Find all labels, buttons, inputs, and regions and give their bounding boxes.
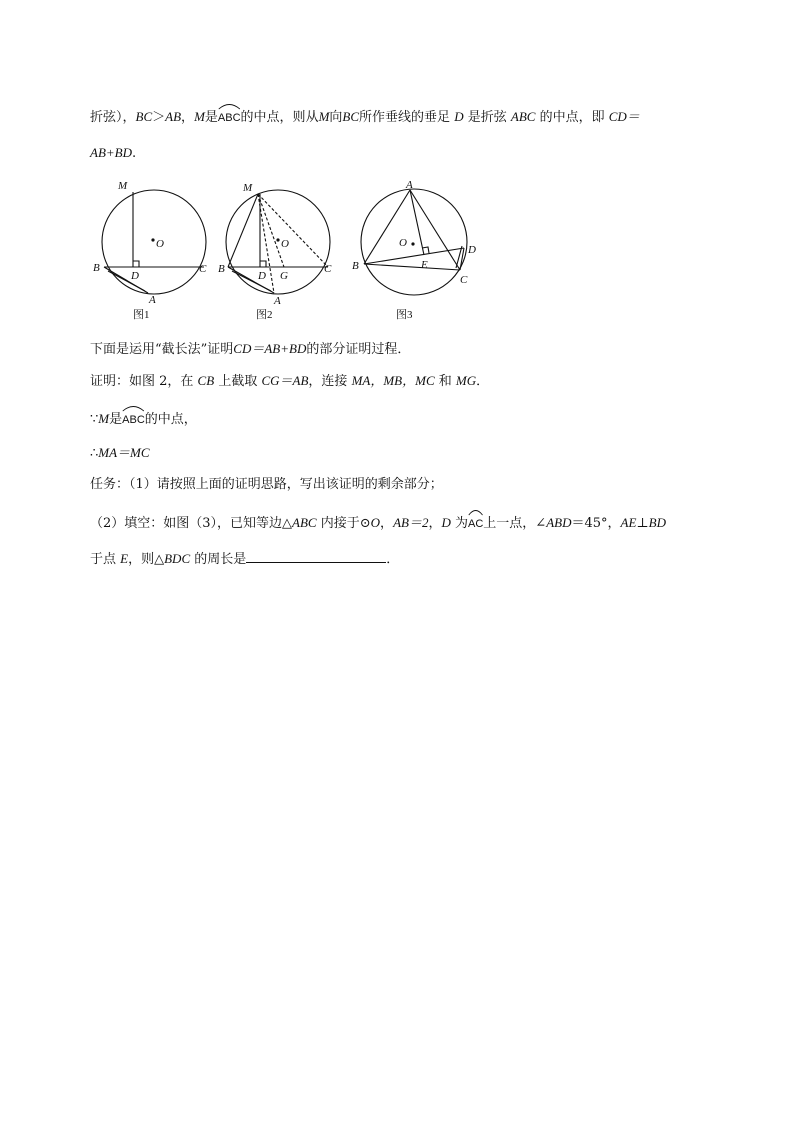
var-bc: BC: [135, 109, 153, 124]
formula-cd: CD＝: [608, 109, 640, 124]
line-bd: [364, 248, 464, 264]
label-d: D: [468, 244, 476, 256]
text: ，: [428, 516, 442, 531]
label-o: O: [156, 238, 164, 250]
text: 是: [204, 110, 218, 125]
var-mg: MG: [455, 373, 477, 388]
text: 所作垂线的垂足: [359, 110, 451, 125]
label-d: D: [131, 270, 139, 282]
line-ac: [410, 190, 460, 270]
var-d: D: [454, 109, 464, 124]
label-b: B: [93, 262, 100, 274]
text: ，: [380, 516, 394, 531]
task-3: [90, 550, 399, 569]
figures: [90, 175, 500, 325]
segments: MA，MB，MC: [351, 373, 435, 388]
text: ＝45°，: [571, 516, 621, 531]
proof-therefore: [90, 444, 150, 463]
label-o: O: [399, 237, 407, 249]
proof-because: [90, 410, 197, 429]
label-c: C: [460, 274, 468, 286]
text: 的中点，: [144, 412, 197, 427]
arc-abc: ABC: [122, 411, 145, 429]
text: ，连接: [308, 374, 348, 389]
var-bc: BC: [342, 109, 360, 124]
arc-mark-icon: [218, 102, 241, 110]
text: （2）填空：如图（3），已知等边△: [90, 516, 293, 531]
text: 证明：如图 2，在: [90, 374, 194, 389]
line-ab: [364, 190, 410, 264]
label-a: A: [406, 179, 413, 191]
var-abd: ABD: [546, 515, 572, 530]
var-bdc: BDC: [164, 551, 191, 566]
text: ，: [181, 110, 195, 125]
center-point: [151, 238, 154, 241]
intro-line-1: [90, 108, 640, 127]
text: 的周长是: [194, 552, 247, 567]
label-g: G: [280, 270, 288, 282]
text: ．: [386, 552, 400, 567]
proof-step-1: [90, 372, 489, 391]
arc-mark-icon: [468, 508, 483, 516]
right-angle-mark: [260, 261, 266, 267]
arc-mark-icon: [122, 404, 145, 412]
text: .: [131, 146, 137, 161]
line-ba-inner: [108, 271, 145, 291]
formula-ab-bd: AB+BD: [90, 145, 132, 160]
line-bc: [364, 264, 460, 270]
text: 为: [455, 516, 469, 531]
arc-ac: AC: [468, 515, 483, 533]
label-e: E: [421, 259, 428, 271]
center-point: [276, 238, 279, 241]
formula: CD＝AB+BD: [233, 341, 307, 356]
label-b: B: [352, 260, 359, 272]
var-m: M: [318, 109, 330, 124]
text: 是折弦: [467, 110, 507, 125]
figures-svg: [90, 175, 500, 325]
label-o: O: [281, 238, 289, 250]
label-d: D: [258, 270, 266, 282]
circle: [102, 190, 206, 294]
text: 的部分证明过程．: [306, 342, 411, 357]
var-abc: ABC: [292, 515, 317, 530]
therefore-symbol: ∴: [90, 446, 99, 461]
right-angle-mark: [133, 261, 139, 267]
text: 内接于⊙: [320, 516, 371, 531]
text: 向: [329, 110, 343, 125]
text: 任务：（1）请按照上面的证明思路，写出该证明的剩余部分；: [90, 477, 443, 492]
label-m: M: [243, 182, 253, 194]
var-o: O: [370, 515, 381, 530]
var-m: M: [98, 411, 110, 426]
text: 和: [438, 374, 452, 389]
var-m: M: [194, 109, 205, 124]
formula-cg: CG＝AB: [261, 373, 309, 388]
circle: [361, 189, 467, 295]
var-d: D: [441, 515, 451, 530]
label-a: A: [149, 294, 156, 306]
figure-3: [361, 189, 467, 295]
proof-intro: [90, 340, 410, 359]
text: ，则△: [128, 552, 165, 567]
line-mg-dashed: [258, 194, 284, 267]
label-m: M: [118, 180, 128, 192]
var-abc: ABC: [510, 109, 536, 124]
var-cb: CB: [197, 373, 215, 388]
caption-fig1: 图1: [133, 309, 150, 321]
label-c: C: [324, 263, 332, 275]
text: ．: [476, 374, 490, 389]
gt-sign: ＞: [152, 110, 166, 125]
var-e: E: [120, 551, 129, 566]
formula-ae-perp-bd: AE⊥BD: [620, 515, 666, 530]
formula-ab: AB＝2: [393, 515, 429, 530]
figure-1: [102, 190, 206, 294]
caption-fig3: 图3: [396, 309, 413, 321]
text: 上截取: [218, 374, 258, 389]
task-2: [90, 514, 666, 533]
circle: [226, 190, 330, 294]
because-symbol: ∵: [90, 412, 99, 427]
text: 折弦），: [90, 110, 136, 125]
formula-ma-mc: MA＝MC: [98, 445, 150, 460]
text: 是: [109, 412, 123, 427]
arc-abc: ABC: [218, 109, 241, 127]
figure-2: [226, 190, 330, 294]
text: 上一点，∠: [483, 516, 547, 531]
line-mb: [228, 194, 258, 267]
text: 于点: [90, 552, 117, 567]
caption-fig2: 图2: [256, 309, 273, 321]
text: 的中点，则从: [240, 110, 319, 125]
var-ab: AB: [165, 109, 182, 124]
text: 的中点，即: [539, 110, 605, 125]
task-1: [90, 476, 443, 494]
answer-blank[interactable]: [246, 550, 386, 563]
text: 下面是运用“截长法”证明: [90, 342, 234, 357]
label-c: C: [199, 263, 207, 275]
intro-line-2: [90, 144, 136, 163]
label-b: B: [218, 263, 225, 275]
label-a: A: [274, 295, 281, 307]
center-point: [411, 242, 414, 245]
